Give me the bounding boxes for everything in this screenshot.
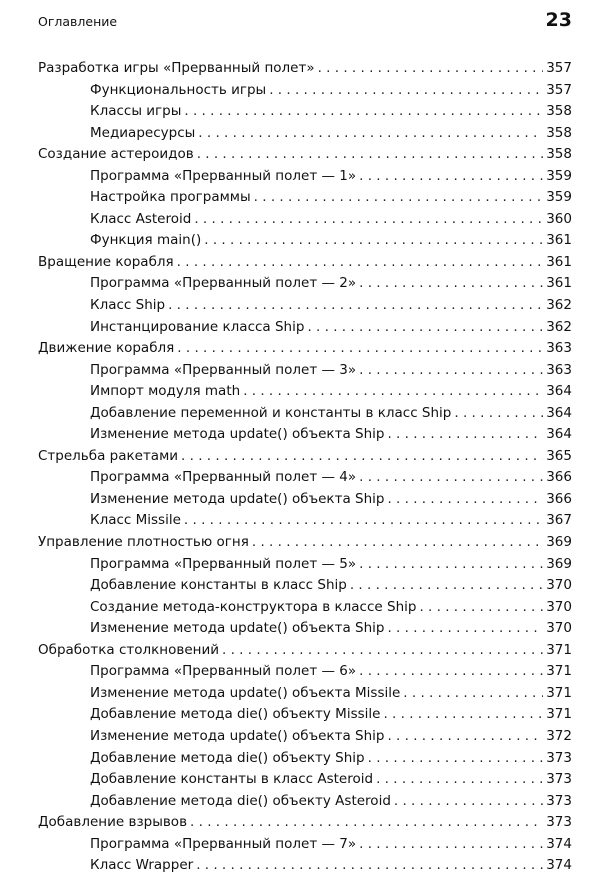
toc-subsection-entry[interactable] [0, 80, 600, 102]
toc-entry-title: Добавление константы в класс Ship [90, 577, 347, 594]
toc-entry-title: Добавление переменной и константы в класс Ship [90, 404, 452, 421]
toc-subsection-entry[interactable] [0, 295, 600, 317]
toc-entry-title: Создание метода-конструктора в классе Ship [90, 598, 417, 615]
toc-entry-title: Инстанцирование класса Ship [90, 318, 305, 335]
dot-leader [419, 597, 543, 619]
toc-entry-title: Изменение метода update() объекта Ship [90, 490, 385, 507]
toc-subsection-entry[interactable] [0, 618, 600, 640]
toc-entry-title: Добавление константы в класс Asteroid [90, 771, 374, 788]
toc-entry-title: Класс Missile [90, 512, 181, 529]
dot-leader [350, 575, 543, 597]
toc-entry-title: Класс Ship [90, 297, 166, 314]
toc-entry-title: Импорт модуля math [90, 383, 241, 400]
toc-entry-page: 367 [546, 512, 572, 529]
toc-section-entry[interactable] [0, 252, 600, 274]
toc-entry-title: Класс Wrapper [90, 857, 194, 874]
toc-subsection-entry[interactable] [0, 791, 600, 813]
toc-entry-page: 357 [546, 60, 572, 76]
toc-entry-title: Программа «Прерванный полет — 6» [90, 663, 357, 680]
toc-entry-page: 361 [546, 253, 572, 270]
dot-leader [269, 80, 543, 102]
toc-entry-page: 373 [546, 792, 572, 809]
toc-subsection-entry[interactable] [0, 575, 600, 597]
toc-entry-page: 362 [546, 318, 572, 335]
dot-leader [359, 273, 543, 295]
toc-entry-title: Программа «Прерванный полет — 7» [90, 835, 357, 852]
toc-entry-page: 371 [546, 706, 572, 723]
toc-entry-title: Программа «Прерванный полет — 2» [90, 275, 357, 292]
page-number: 23 [545, 9, 572, 31]
toc-entry-page: 369 [546, 534, 572, 551]
table-of-contents [0, 58, 600, 877]
toc-subsection-entry[interactable] [0, 209, 600, 231]
toc-entry-title: Управление плотностью огня [38, 534, 249, 551]
toc-entry-title: Изменение метода update() объекта Missile [90, 684, 401, 701]
toc-entry-title: Добавление взрывов [38, 814, 188, 831]
dot-leader [359, 834, 543, 856]
dot-leader [177, 338, 543, 360]
toc-subsection-entry[interactable] [0, 467, 600, 489]
dot-leader [197, 144, 544, 166]
toc-entry-title: Программа «Прерванный полет — 3» [90, 361, 357, 378]
toc-entry-title: Обработка столкновений [38, 641, 220, 658]
toc-entry-title: Класс Asteroid [90, 210, 192, 227]
toc-entry-page: 366 [546, 490, 572, 507]
toc-section-entry[interactable] [0, 58, 600, 80]
dot-leader [307, 317, 543, 339]
toc-entry-page: 371 [546, 641, 572, 658]
toc-entry-page: 371 [546, 684, 572, 701]
dot-leader [177, 252, 544, 274]
dot-leader [243, 381, 543, 403]
toc-section-entry[interactable] [0, 338, 600, 360]
toc-entry-title: Добавление метода die() объекту Missile [90, 706, 381, 723]
toc-subsection-entry[interactable] [0, 230, 600, 252]
dot-leader [403, 683, 543, 705]
toc-entry-page: 357 [546, 81, 572, 98]
dot-leader [190, 812, 543, 834]
dot-leader [359, 166, 543, 188]
toc-subsection-entry[interactable] [0, 769, 600, 791]
toc-entry-page: 359 [546, 189, 572, 206]
toc-entry-title: Изменение метода update() объекта Ship [90, 426, 385, 443]
toc-entry-title: Функция main() [90, 232, 202, 249]
toc-subsection-entry[interactable] [0, 748, 600, 770]
toc-section-entry[interactable] [0, 446, 600, 468]
dot-leader [184, 510, 543, 532]
toc-subsection-entry[interactable] [0, 597, 600, 619]
dot-leader [394, 791, 543, 813]
toc-entry-title: Создание астероидов [38, 146, 194, 163]
toc-entry-title: Функциональность игры [90, 81, 267, 98]
toc-entry-title: Добавление метода die() объекту Asteroid [90, 792, 391, 809]
dot-leader [454, 403, 543, 425]
toc-entry-title: Вращение корабля [38, 253, 174, 270]
toc-subsection-entry[interactable] [0, 510, 600, 532]
toc-section-entry[interactable] [0, 640, 600, 662]
toc-entry-page: 371 [546, 663, 572, 680]
dot-leader [376, 769, 543, 791]
toc-entry-page: 372 [546, 727, 572, 744]
toc-entry-page: 358 [546, 146, 572, 163]
dot-leader [196, 855, 543, 877]
toc-entry-page: 361 [546, 232, 572, 249]
toc-subsection-entry[interactable] [0, 704, 600, 726]
toc-subsection-entry[interactable] [0, 726, 600, 748]
toc-section-entry[interactable] [0, 812, 600, 834]
running-head: Оглавление [38, 14, 118, 29]
toc-entry-page: 364 [546, 383, 572, 400]
toc-entry-page: 373 [546, 749, 572, 766]
dot-leader [204, 230, 543, 252]
dot-leader [387, 726, 543, 748]
toc-entry-page: 363 [546, 340, 572, 357]
dot-leader [387, 424, 543, 446]
toc-subsection-entry[interactable] [0, 317, 600, 339]
page-header [0, 0, 600, 40]
toc-entry-title: Движение корабля [38, 340, 175, 357]
toc-subsection-entry[interactable] [0, 424, 600, 446]
dot-leader [359, 661, 543, 683]
toc-entry-title: Классы игры [90, 103, 182, 120]
toc-entry-title: Медиаресурсы [90, 124, 196, 141]
dot-leader [222, 640, 543, 662]
toc-entry-title: Изменение метода update() объекта Ship [90, 620, 385, 637]
toc-entry-page: 366 [546, 469, 572, 486]
dot-leader [359, 360, 543, 382]
toc-entry-page: 364 [546, 404, 572, 421]
dot-leader [184, 101, 543, 123]
toc-entry-title: Программа «Прерванный полет — 5» [90, 555, 357, 572]
dot-leader [368, 748, 544, 770]
dot-leader [252, 532, 543, 554]
toc-section-entry[interactable] [0, 144, 600, 166]
dot-leader [318, 58, 544, 80]
dot-leader [181, 446, 543, 468]
toc-subsection-entry[interactable] [0, 403, 600, 425]
dot-leader [194, 209, 543, 231]
toc-subsection-entry[interactable] [0, 489, 600, 511]
dot-leader [387, 618, 543, 640]
toc-subsection-entry[interactable] [0, 855, 600, 877]
toc-entry-page: 370 [546, 577, 572, 594]
toc-subsection-entry[interactable] [0, 360, 600, 382]
toc-entry-page: 362 [546, 297, 572, 314]
toc-subsection-entry[interactable] [0, 166, 600, 188]
toc-entry-page: 373 [546, 814, 572, 831]
toc-entry-title: Настройка программы [90, 189, 251, 206]
toc-subsection-entry[interactable] [0, 661, 600, 683]
toc-entry-page: 370 [546, 620, 572, 637]
toc-entry-page: 369 [546, 555, 572, 572]
toc-subsection-entry[interactable] [0, 834, 600, 856]
dot-leader [383, 704, 543, 726]
dot-leader [387, 489, 543, 511]
toc-entry-page: 365 [546, 447, 572, 464]
dot-leader [254, 187, 544, 209]
dot-leader [359, 467, 543, 489]
toc-entry-page: 374 [546, 857, 572, 874]
toc-section-entry[interactable] [0, 532, 600, 554]
toc-entry-page: 363 [546, 361, 572, 378]
toc-subsection-entry[interactable] [0, 381, 600, 403]
toc-entry-title: Разработка игры «Прерванный полет» [38, 60, 315, 76]
toc-subsection-entry[interactable] [0, 683, 600, 705]
toc-entry-page: 358 [546, 103, 572, 120]
dot-leader [168, 295, 543, 317]
toc-entry-title: Добавление метода die() объекту Ship [90, 749, 365, 766]
toc-subsection-entry[interactable] [0, 187, 600, 209]
toc-entry-page: 360 [546, 210, 572, 227]
toc-entry-title: Программа «Прерванный полет — 1» [90, 167, 357, 184]
toc-entry-title: Программа «Прерванный полет — 4» [90, 469, 357, 486]
toc-subsection-entry[interactable] [0, 554, 600, 576]
dot-leader [198, 123, 543, 145]
toc-entry-page: 361 [546, 275, 572, 292]
toc-entry-page: 374 [546, 835, 572, 852]
toc-subsection-entry[interactable] [0, 123, 600, 145]
toc-entry-page: 370 [546, 598, 572, 615]
toc-entry-page: 359 [546, 167, 572, 184]
dot-leader [359, 554, 543, 576]
toc-entry-page: 358 [546, 124, 572, 141]
toc-subsection-entry[interactable] [0, 273, 600, 295]
toc-subsection-entry[interactable] [0, 101, 600, 123]
toc-entry-title: Стрельба ракетами [38, 447, 179, 464]
toc-entry-title: Изменение метода update() объекта Ship [90, 727, 385, 744]
toc-entry-page: 373 [546, 771, 572, 788]
toc-entry-page: 364 [546, 426, 572, 443]
